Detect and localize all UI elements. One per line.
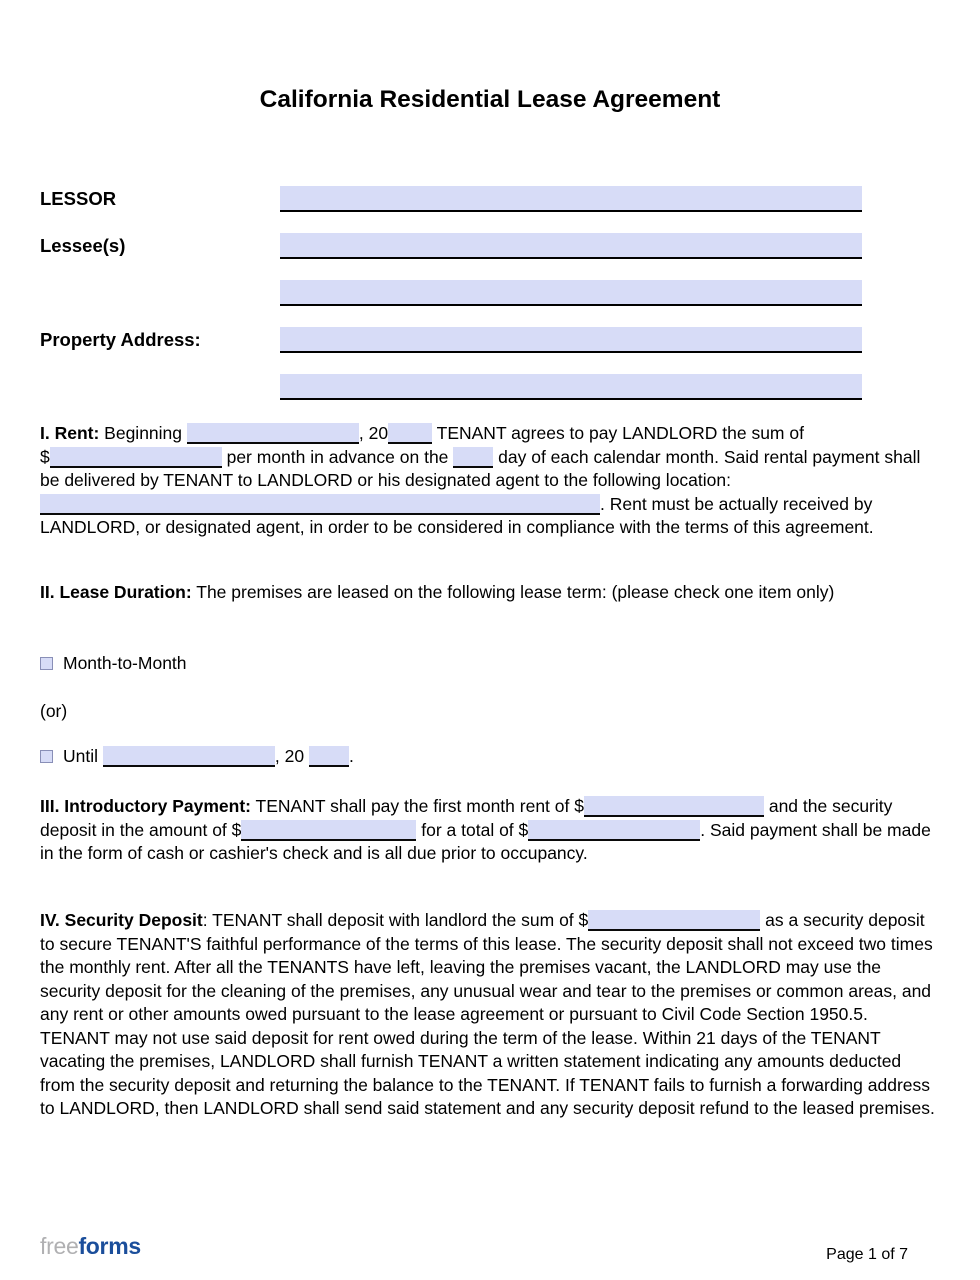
page-title: California Residential Lease Agreement — [259, 86, 721, 113]
page-indicator: Page 1 of 7 — [826, 1246, 908, 1263]
dollar-sign: $ — [574, 796, 584, 816]
until-date-field[interactable] — [103, 746, 275, 767]
text-run: TENANT shall pay the first month rent of — [251, 796, 575, 816]
logo-free-text: free — [40, 1233, 79, 1259]
rent-payment-location-field[interactable] — [40, 494, 600, 515]
property-address-row — [40, 327, 862, 353]
text-run: . Rent must be actually received by LANDLORD, or designated agent, in order to be considered in compliance with the terms of this agreement. — [40, 493, 874, 537]
text-run: per month in advance on the — [221, 446, 454, 467]
property-address-label-spacer — [40, 398, 280, 400]
money-group — [579, 910, 761, 930]
freeforms-logo — [40, 1233, 141, 1260]
text-run: The premises are leased on the following lease term: (please check one item only) — [191, 582, 835, 602]
or-text: (or) — [40, 701, 68, 721]
dollar-sign: $ — [518, 819, 529, 840]
text-run: . Said payment shall be made in the form of cash or cashier's check and is all due prior to occupancy. — [40, 819, 931, 863]
text-run: and the security deposit in the amount of — [40, 796, 893, 840]
text-run: . — [348, 746, 354, 766]
lessee-row-2 — [40, 280, 862, 306]
until-label: Until — [63, 746, 103, 766]
money-group — [574, 796, 764, 816]
until-option — [40, 745, 354, 769]
year-group — [359, 423, 432, 443]
section-rent-paragraph — [40, 422, 940, 540]
lessee-label: Lessee(s) — [40, 235, 126, 256]
text-run: day of each calendar month. Said rental payment shall be delivered by TENANT to LANDLORD or his designated agent to the following location: — [40, 446, 921, 490]
section-security-deposit-heading: IV. Security Deposit — [40, 910, 203, 930]
security-deposit-amount-field[interactable] — [241, 820, 416, 841]
until-year-field[interactable] — [309, 746, 349, 767]
dollar-sign: $ — [578, 910, 589, 930]
month-to-month-checkbox[interactable] — [40, 657, 53, 670]
month-to-month-label: Month-to-Month — [63, 653, 187, 673]
until-checkbox[interactable] — [40, 750, 53, 763]
rent-start-year-field[interactable] — [388, 423, 432, 444]
section-introductory-payment-heading: III. Introductory Payment: — [40, 796, 251, 816]
section-lease-duration-heading: II. Lease Duration: — [40, 582, 192, 602]
money-group — [40, 447, 222, 467]
text-run: : TENANT shall deposit with landlord the sum of — [202, 910, 579, 930]
property-address-field-1[interactable] — [280, 327, 862, 353]
month-to-month-option — [40, 652, 187, 676]
section-introductory-payment-paragraph — [40, 795, 940, 866]
text-run: Beginning — [99, 423, 187, 443]
first-month-rent-field[interactable] — [584, 796, 764, 817]
dollar-sign: $ — [40, 446, 50, 467]
lessor-label: LESSOR — [40, 188, 117, 209]
text-run: for a total of — [416, 819, 519, 840]
rent-amount-field[interactable] — [50, 447, 222, 468]
parties-block — [40, 186, 862, 421]
lessor-row — [40, 186, 862, 212]
section-rent-heading: I. Rent: — [40, 423, 100, 443]
property-address-label: Property Address: — [40, 329, 201, 350]
text-run: , 20 — [274, 746, 309, 766]
text-run: , 20 — [358, 423, 389, 443]
lessee-row — [40, 233, 862, 259]
lessor-field[interactable] — [280, 186, 862, 212]
money-group — [519, 820, 701, 840]
dollar-sign: $ — [231, 819, 242, 840]
total-payment-field[interactable] — [528, 820, 700, 841]
section-lease-duration-paragraph — [40, 581, 940, 605]
section-security-deposit-paragraph — [40, 909, 940, 1121]
security-deposit-sum-field[interactable] — [588, 910, 760, 931]
lessee-label-spacer — [40, 304, 280, 306]
lessee-field-1[interactable] — [280, 233, 862, 259]
property-address-field-2[interactable] — [280, 374, 862, 400]
lessee-field-2[interactable] — [280, 280, 862, 306]
text-run: as a security deposit to secure TENANT'S faithful performance of the terms of this lease. The security deposit shall not exceed two times the monthly rent. After all the TENANTS have left, leaving the premises vacant, the LANDLORD may use the security deposit for the cleaning of the premises, any unusual wear and tear to the premises or common areas, and any rent or other amounts owed pursuant to the lease agreement or pursuant to Civil Code Section 1950.5. TENANT may not use said deposit for rent owed during the term of the lease. Within 21 days of the TENANT vacating the premises, LANDLORD shall furnish TENANT a written statement indicating any amounts deducted from the security deposit and returning the balance to the TENANT. If TENANT fails to furnish a forwarding address to LANDLORD, then LANDLORD shall send said statement and any security deposit refund to the leased premises. — [40, 910, 935, 1118]
text-run: TENANT agrees to pay LANDLORD the sum of — [432, 423, 804, 443]
rent-due-day-field[interactable] — [453, 447, 493, 468]
logo-forms-text: forms — [78, 1233, 141, 1259]
property-address-row-2 — [40, 374, 862, 400]
money-group — [232, 820, 417, 840]
rent-start-date-field[interactable] — [187, 423, 359, 444]
